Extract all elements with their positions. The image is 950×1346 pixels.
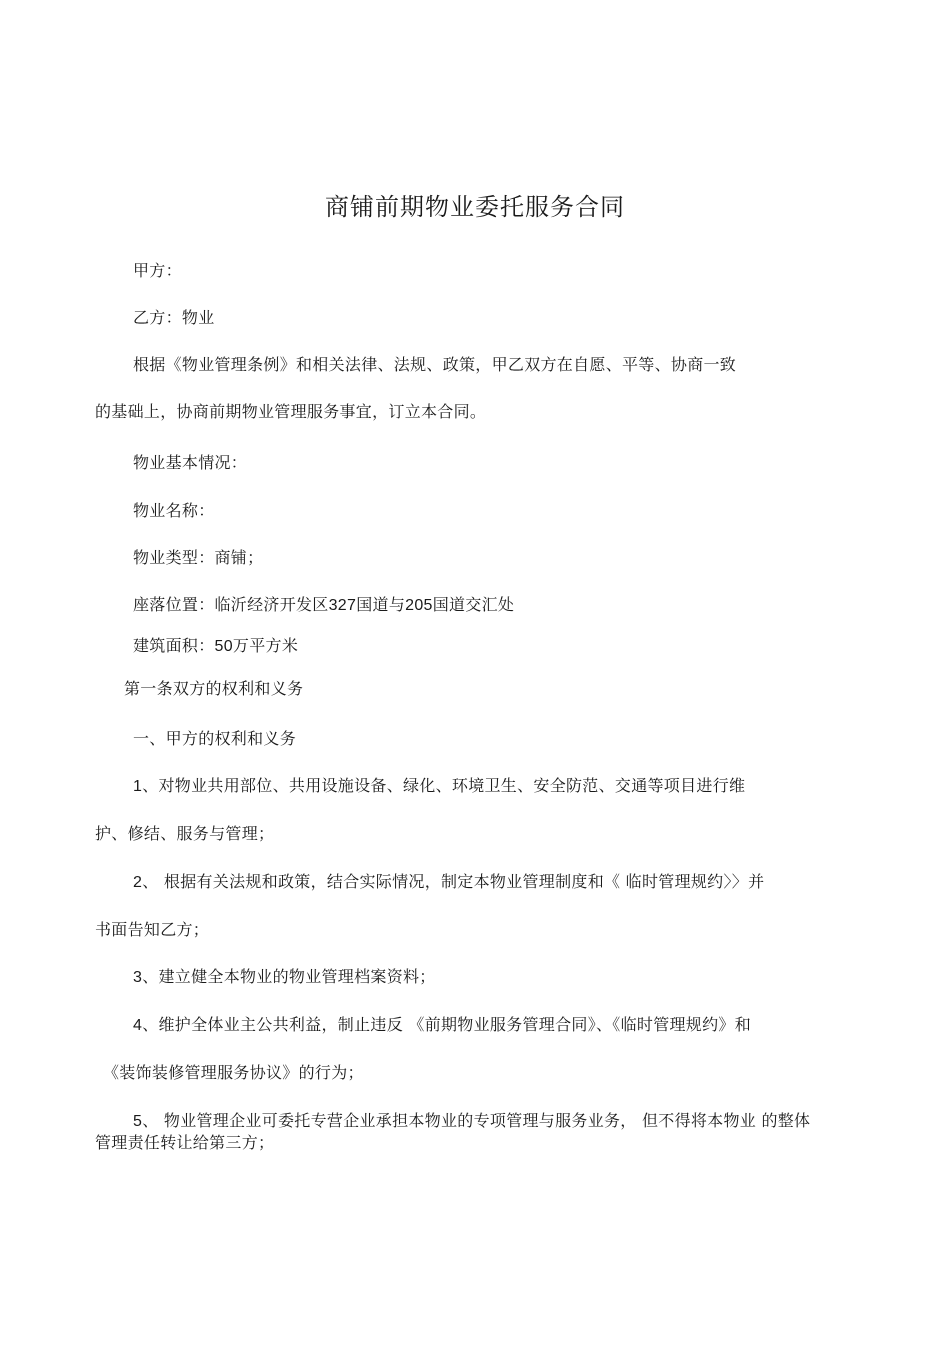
document-title: 商铺前期物业委托服务合同 [325, 193, 625, 221]
item-2-number: 2 [133, 874, 143, 891]
item-3-text: 、建立健全本物业的物业管理档案资料； [142, 967, 436, 986]
area-line [133, 636, 298, 657]
item-3-number: 3 [133, 969, 143, 986]
location-line [133, 595, 514, 616]
intro-paragraph-line-2: 的基础上，协商前期物业管理服务事宜，订立本合同。 [95, 402, 487, 421]
area-number: 50 [214, 638, 233, 655]
party-b-line: 乙方：物业 [133, 308, 215, 327]
article-1-heading: 第一条双方的权利和义务 [124, 679, 304, 698]
property-name-line: 物业名称： [133, 501, 215, 520]
property-type-line: 物业类型：商铺； [133, 548, 264, 567]
item-2-text: 、 根据有关法规和政策，结合实际情况，制定本物业管理制度和《 临时管理规约〉〉并 [142, 872, 765, 891]
location-number-327: 327 [328, 597, 357, 614]
item-4-text: 、维护全体业主公共利益，制止违反 《前期物业服务管理合同》、《临时管理规约》和 [142, 1015, 751, 1034]
item-1-number: 1 [133, 778, 143, 795]
item-5-line-1 [133, 1111, 810, 1132]
location-suffix: 国道交汇处 [432, 595, 515, 614]
location-mid: 国道与 [356, 595, 406, 614]
item-5-number: 5 [133, 1113, 143, 1130]
party-a-line: 甲方： [133, 261, 182, 280]
location-prefix: 座落位置：临沂经济开发区 [133, 595, 329, 614]
intro-paragraph-line-1: 根据《物业管理条例》和相关法律、法规、政策，甲乙双方在自愿、平等、协商一致 [133, 355, 737, 374]
item-1-line-1 [133, 776, 745, 797]
item-2-line-2: 书面告知乙方； [95, 920, 210, 939]
item-4-line-1 [133, 1015, 751, 1036]
basic-info-heading: 物业基本情况： [133, 453, 248, 472]
item-4-line-2: 《装饰装修管理服务协议》的行为； [103, 1063, 364, 1082]
location-number-205: 205 [405, 597, 433, 614]
section-1-heading: 一、甲方的权利和义务 [133, 729, 297, 748]
item-3-line-1 [133, 967, 436, 988]
item-1-line-2: 护、修结、服务与管理； [95, 824, 275, 843]
item-5-line-2: 管理责任转让给第三方； [95, 1133, 275, 1152]
item-5-text: 、 物业管理企业可委托专营企业承担本物业的专项管理与服务业务， 但不得将本物业 的整体 [142, 1111, 811, 1130]
item-2-line-1 [133, 872, 764, 893]
area-suffix: 万平方米 [232, 636, 299, 655]
item-4-number: 4 [133, 1017, 143, 1034]
item-1-text: 、对物业共用部位、共用设施设备、绿化、环境卫生、安全防范、交通等项目进行维 [142, 776, 746, 795]
area-prefix: 建筑面积： [133, 636, 215, 655]
